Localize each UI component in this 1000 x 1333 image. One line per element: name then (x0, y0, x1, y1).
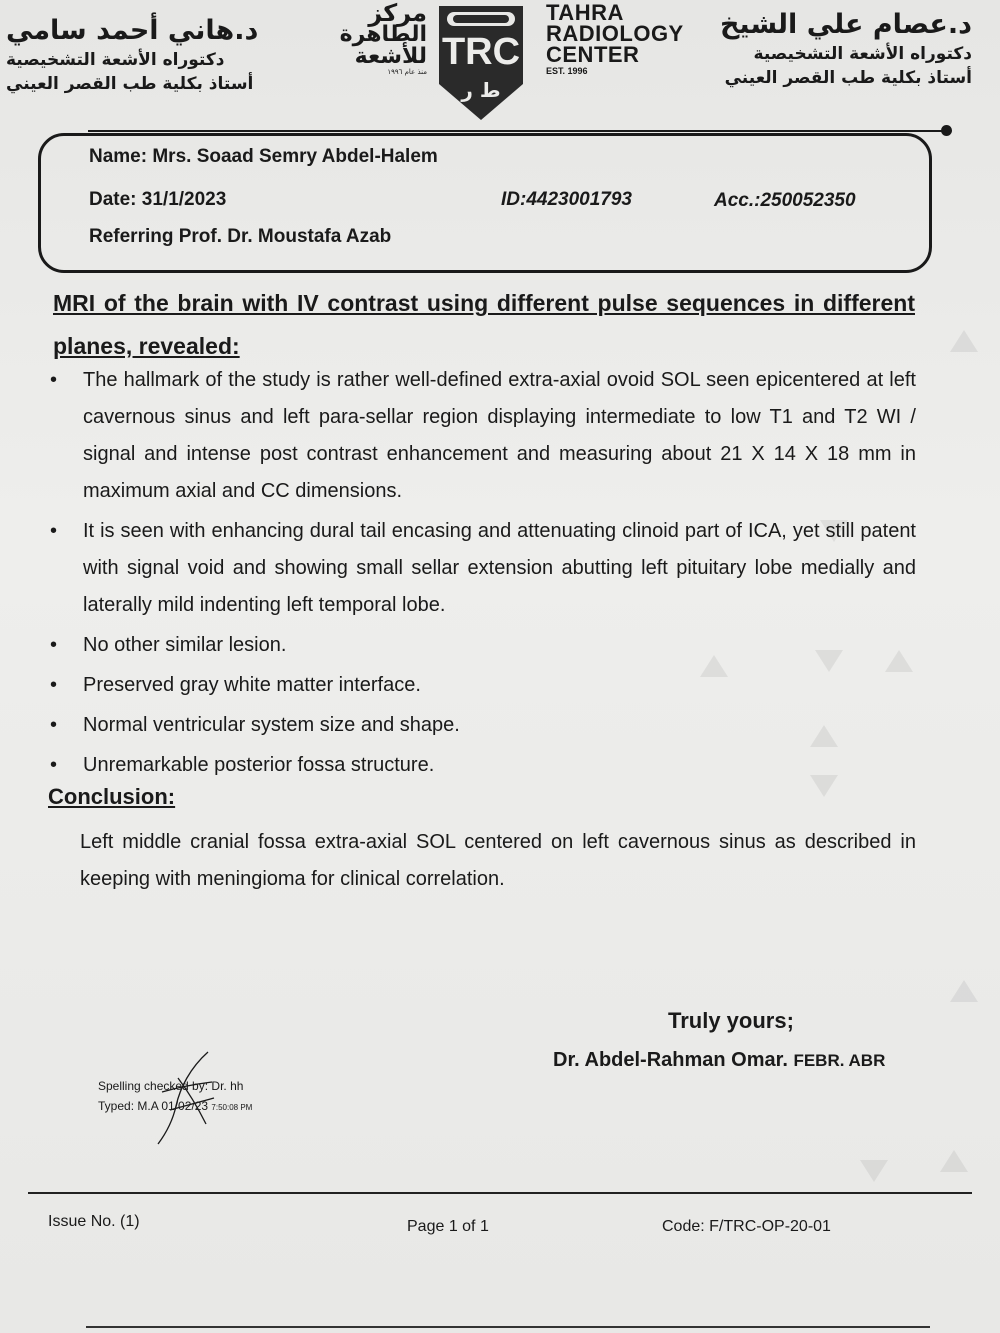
watermark-triangle (950, 980, 978, 1002)
patient-id: ID:4423001793 (501, 189, 632, 210)
logo-badge-subtext: ط ر (461, 78, 501, 102)
logo-arabic-est: منذ عام ١٩٩٦ (387, 68, 427, 76)
reporting-doctor (553, 1049, 885, 1072)
watermark-triangle (950, 330, 978, 352)
patient-date: Date: 31/1/2023 (89, 189, 227, 210)
finding-item: • The hallmark of the study is rather well-defined extra-axial ovoid SOL seen epicentered at left cavernous sinus and left para-sellar region displaying intermediate to low T1 and T2 WI / signal and intense post contrast enhancement and measuring about 21 X 14 X 18 mm in maximum axial and CC dimensions. (48, 362, 916, 510)
logo-arabic-line3: للأشعة (354, 44, 427, 69)
conclusion-text: Left middle cranial fossa extra-axial SOL centered on left cavernous sinus as described in keeping with meningioma for clinical correlation. (80, 831, 916, 890)
logo-english-line3: CENTER (546, 42, 640, 67)
watermark-triangle (860, 1160, 888, 1182)
right-doctor-name: د.عصام علي الشيخ (719, 9, 972, 40)
logo-english-line2: RADIOLOGY (546, 21, 684, 46)
finding-item: • It is seen with enhancing dural tail encasing and attenuating clinoid part of ICA, yet still patent with signal void and showing small sellar extension abutting left pituitary lobe medially and laterally mild indenting left temporal lobe. (48, 513, 916, 624)
reporting-doctor-name: Dr. Abdel-Rahman Omar. (553, 1049, 788, 1071)
conclusion-heading: Conclusion: (48, 784, 176, 809)
bottom-rule (86, 1326, 930, 1328)
patient-box-dot (941, 125, 952, 136)
right-doctor-title: دكتوراه الأشعة التشخيصية (753, 44, 972, 64)
right-doctor-position: أستاذ بكلية طب القصر العيني (724, 68, 972, 88)
logo-badge-text: TRC (441, 31, 521, 73)
finding-item: • Preserved gray white matter interface. (48, 667, 916, 704)
header-right-doctor (702, 8, 972, 90)
logo-english-line1: TAHRA (546, 0, 624, 25)
footer-rule (28, 1192, 972, 1194)
footer-page: Page 1 of 1 (407, 1218, 489, 1235)
patient-name: Name: Mrs. Soaad Semry Abdel-Halem (89, 146, 438, 167)
report-title: MRI of the brain with IV contrast using different pulse sequences in different planes, revealed: (53, 290, 915, 359)
left-doctor-title: دكتوراه الأشعة التشخيصية (6, 50, 225, 70)
left-doctor-position: أستاذ بكلية طب القصر العيني (6, 74, 254, 94)
logo-english-text (546, 2, 696, 77)
finding-item: • No other similar lesion. (48, 627, 916, 664)
closing-text: Truly yours; (668, 1008, 794, 1033)
logo-arabic-text (295, 2, 427, 77)
footer-code: Code: F/TRC-OP-20-01 (662, 1218, 831, 1235)
spelling-checked: Spelling checked by: Dr. hh (98, 1079, 244, 1093)
referring-physician: Referring Prof. Dr. Moustafa Azab (89, 226, 392, 247)
handwritten-signature (150, 1048, 220, 1148)
logo-english-est: EST. 1996 (546, 66, 588, 76)
footer-issue: Issue No. (1) (48, 1213, 140, 1230)
finding-item: • Normal ventricular system size and shape. (48, 707, 916, 744)
header-left-doctor (6, 14, 276, 96)
patient-box-top-rule (88, 130, 948, 132)
typed-time: 7:50:08 PM (211, 1103, 253, 1112)
logo-arabic-line2: الطاهرة (339, 22, 427, 47)
patient-accession: Acc.:250052350 (714, 190, 856, 211)
watermark-triangle (940, 1150, 968, 1172)
finding-item: • Unremarkable posterior fossa structure. (48, 747, 916, 784)
typed-by: Typed: M.A 01/02/23 (98, 1099, 209, 1113)
findings-list (48, 362, 916, 787)
left-doctor-name: د.هاني أحمد سامي (6, 15, 259, 46)
logo-arabic-line1: مركز (368, 0, 427, 27)
reporting-doctor-qualifications: FEBR. ABR (793, 1051, 886, 1070)
trc-logo-badge (433, 4, 529, 122)
